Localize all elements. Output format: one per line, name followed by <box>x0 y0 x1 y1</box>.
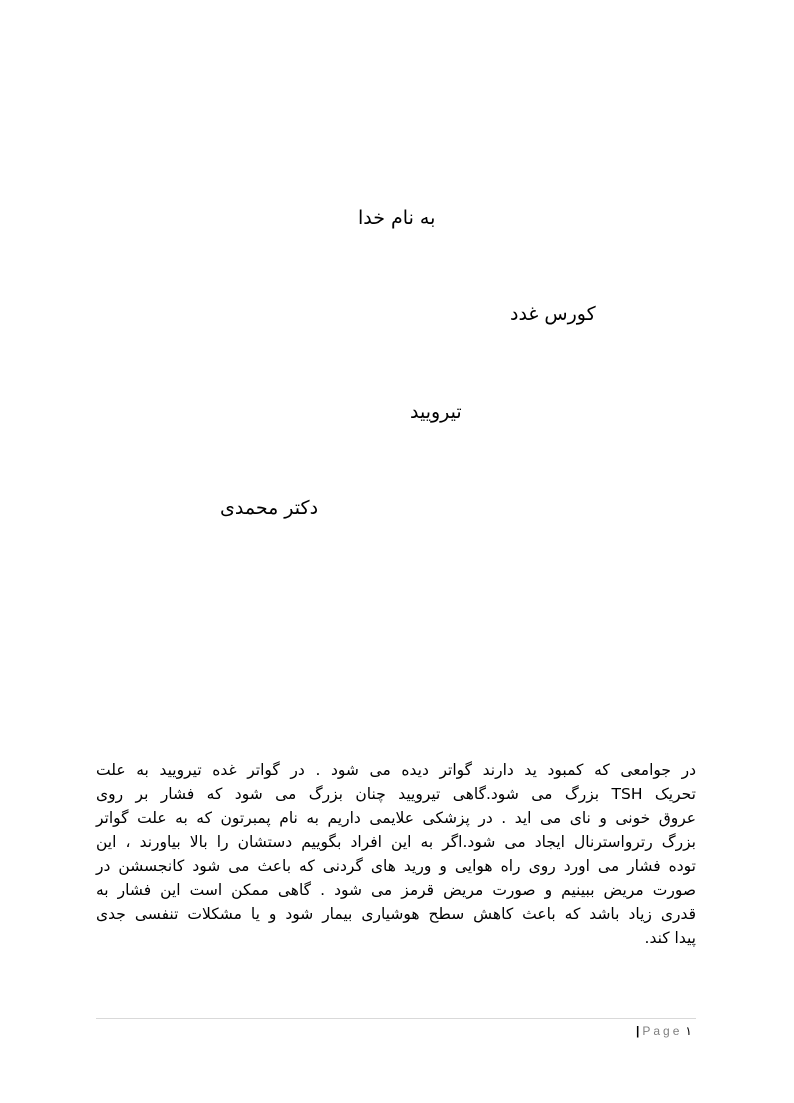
page-footer <box>636 1021 692 1041</box>
paragraph-line: صورت مریض ببینیم و صورت مریض قرمز می شود . گاهی ممکن است این فشار به <box>96 881 696 899</box>
topic-title: تیرویید <box>410 401 462 423</box>
paragraph-line: قدری زیاد باشد که باعث کاهش سطح هوشیاری بیمار شود و یا مشکلات تنفسی جدی <box>96 905 696 923</box>
basmala-heading: به نام خدا <box>358 207 436 229</box>
author-name: دکتر محمدی <box>220 497 319 519</box>
page-number: ۱ <box>685 1024 692 1038</box>
page-label: Page <box>642 1024 683 1038</box>
paragraph-line: عروق خونی و نای می اید . در پزشکی علایمی داریم به نام پمبرتون که به علت گواتر <box>96 809 696 827</box>
paragraph-line: پیدا کند. <box>644 929 696 947</box>
paragraph-line: توده فشار می اورد روی راه هوایی و ورید های گردنی که باعث می شود کانجسشن در <box>96 857 696 875</box>
body-paragraph <box>96 758 696 950</box>
course-title: کورس غدد <box>510 303 596 325</box>
footer-divider <box>96 1018 696 1019</box>
paragraph-line: تحریک TSH بزرگ می شود.گاهی تیرویید چنان بزرگ می شود که فشار بر روی <box>96 785 696 803</box>
paragraph-line: بزرگ رترواسترنال ایجاد می شود.اگر به این افراد بگوییم دستشان را بالا بیاورند ، این <box>96 833 696 851</box>
paragraph-line: در جوامعی که کمبود ید دارند گواتر دیده می شود . در گواتر غده تیرویید به علت <box>96 761 696 779</box>
footer-separator: | <box>636 1024 640 1038</box>
